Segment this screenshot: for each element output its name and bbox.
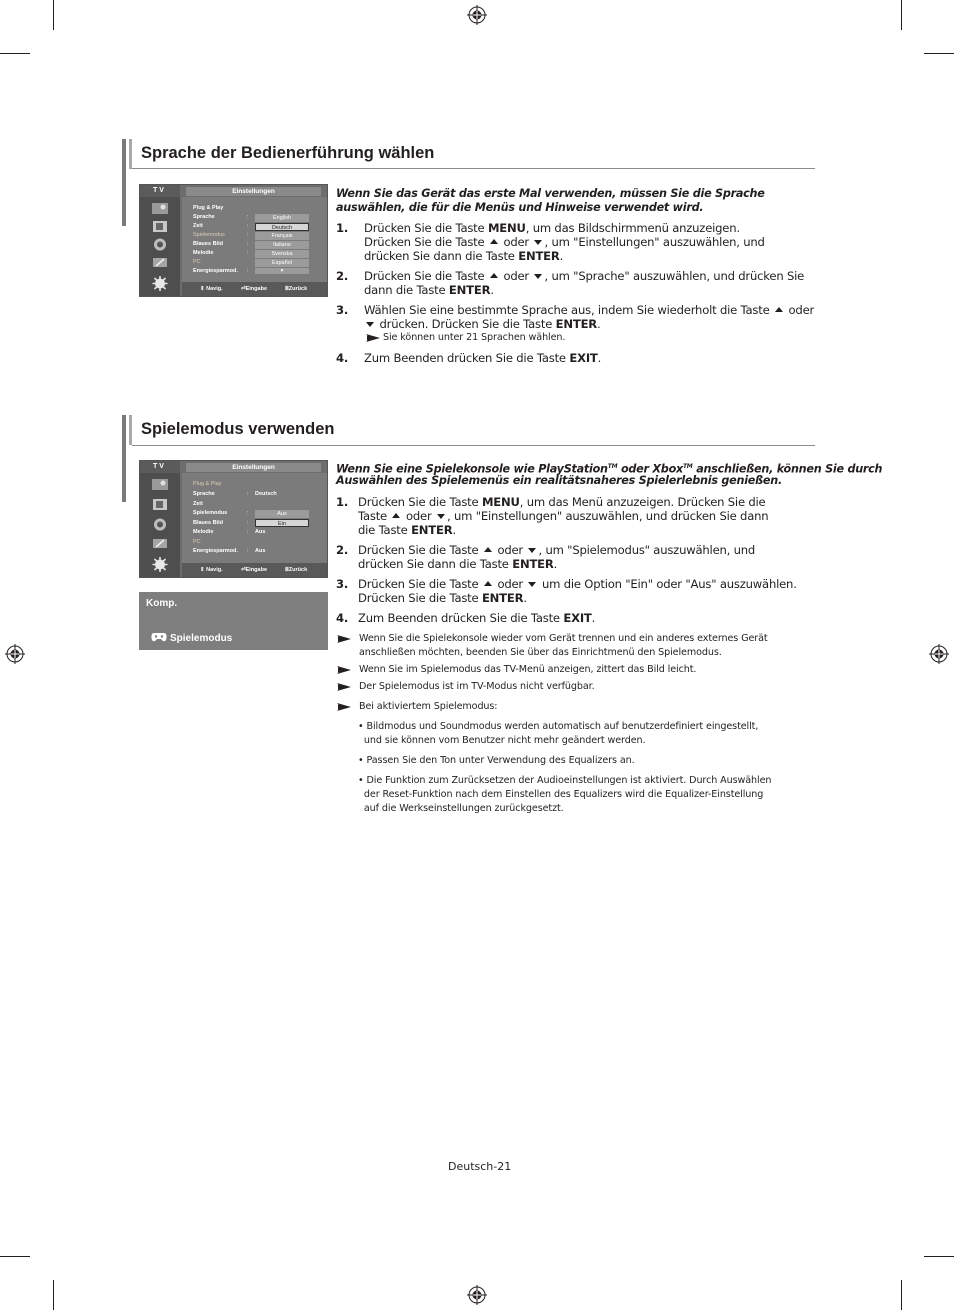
- osd-option: English: [255, 214, 309, 222]
- osd-item: Melodie: [193, 529, 214, 535]
- step-line: drücken. Drücken Sie die Taste ENTER.: [364, 317, 601, 331]
- crop-mark: [901, 1280, 902, 1310]
- section-rule: [132, 168, 815, 169]
- step-number: 1.: [336, 221, 349, 235]
- section-accent-bar: [122, 415, 126, 502]
- section-title: Sprache der Bedienerführung wählen: [141, 144, 435, 162]
- step-number: 4.: [336, 351, 349, 365]
- osd-item: Melodie: [193, 250, 214, 256]
- osd-colon: :: [247, 520, 249, 526]
- osd-item: Energiesparmod.: [193, 268, 238, 274]
- section-intro: Wenn Sie das Gerät das erste Mal verwenden, müssen Sie die Sprache auswählen, die für die Menüs und Hinweise verwendet wird.: [336, 187, 765, 214]
- note-text: Wenn Sie die Spielekonsole wieder vom Gerät trennen und ein anderes externes Gerät anschließen möchten, beenden Sie über das Einrichtmenü den Spielemodus.: [359, 633, 768, 658]
- osd-tv-label: T V: [140, 185, 180, 197]
- arrow-down-icon: [528, 582, 536, 587]
- picture-icon: [151, 201, 169, 216]
- osd-footer: [182, 563, 327, 577]
- osd-colon: :: [247, 510, 249, 516]
- settings-gear-icon: [151, 557, 169, 572]
- osd-enter-hint: ⏎Eingabe: [241, 286, 268, 292]
- osd-colon: :: [247, 232, 249, 238]
- key-name: MENU: [481, 495, 520, 509]
- step-number: 4.: [336, 611, 349, 625]
- arrow-up-icon: [490, 273, 498, 278]
- komp-mode: Spielemodus: [170, 633, 233, 644]
- step-line: drücken Sie dann die Taste ENTER.: [364, 249, 564, 263]
- intro-text: Wenn Sie eine Spielekonsole wie PlayStation: [336, 462, 608, 476]
- key-name: EXIT: [569, 351, 598, 365]
- section-intro: Auswählen des Spielemenüs ein realitätsnaheres Spielerlebnis genießen.: [336, 474, 782, 487]
- input-icon: [151, 536, 169, 551]
- osd-colon: :: [247, 223, 249, 229]
- trademark: TM: [607, 463, 618, 470]
- section-accent-bar: [129, 415, 132, 445]
- step-line: Drücken Sie die Taste ENTER.: [358, 591, 527, 605]
- page-number: Deutsch-21: [448, 1160, 512, 1173]
- osd-option: Aus: [255, 510, 309, 518]
- picture-icon: [151, 477, 169, 492]
- arrow-down-icon: [437, 514, 445, 519]
- crop-mark: [924, 53, 954, 54]
- registration-mark-icon: [467, 5, 487, 25]
- registration-mark-icon: [5, 644, 25, 664]
- osd-colon: :: [247, 491, 249, 497]
- osd-back-hint: ⅢZurück: [285, 286, 308, 292]
- step-note: Sie können unter 21 Sprachen wählen.: [383, 332, 566, 343]
- osd-colon: :: [247, 214, 249, 220]
- step-line: Drücken Sie die Taste MENU, um das Bildschirmmenü anzuzeigen.: [364, 221, 740, 235]
- game-mode-indicator: [139, 592, 328, 650]
- step-line: Taste oder , um "Einstellungen" auszuwählen, und drücken Sie dann: [358, 509, 769, 523]
- step-text: [364, 351, 601, 365]
- key-name: ENTER: [555, 317, 598, 331]
- osd-option: Español: [255, 259, 309, 267]
- note-arrow-icon: [337, 635, 351, 643]
- osd-item: Energiesparmod.: [193, 548, 238, 554]
- arrow-down-icon: [528, 548, 536, 553]
- bullet-item: • Bildmodus und Soundmodus werden automatisch auf benutzerdefiniert eingestellt, und sie können vom Benutzer nicht mehr geändert werden.: [358, 721, 759, 746]
- osd-item: PC: [193, 259, 201, 265]
- key-name: EXIT: [563, 611, 592, 625]
- arrow-up-icon: [392, 513, 400, 518]
- osd-item: Plug & Play: [193, 481, 222, 487]
- crop-mark: [0, 1256, 30, 1257]
- step-text: [358, 495, 768, 537]
- channel-icon: [151, 237, 169, 252]
- crop-mark: [0, 53, 30, 54]
- osd-nav-hint: ⇕ Navig.: [200, 567, 223, 573]
- osd-option-selected: Ein: [255, 519, 309, 527]
- osd-value: Aus: [255, 529, 266, 535]
- osd-item: Spielemodus: [193, 510, 228, 516]
- step-text: [364, 303, 814, 331]
- sound-icon: [151, 219, 169, 234]
- osd-tab-settings: Einstellungen: [186, 187, 321, 196]
- osd-item: Blaues Bild: [193, 520, 223, 526]
- registration-mark-icon: [467, 1285, 487, 1305]
- crop-mark: [53, 1280, 54, 1310]
- note-arrow-icon: [337, 703, 351, 711]
- crop-mark: [924, 1256, 954, 1257]
- bullet-item: • Die Funktion zum Zurücksetzen der Audioeinstellungen ist aktiviert. Durch Auswählen der Reset-Funktion nach dem Einstellen des Equalizers wird die Equalizer-Einstellung auf die Werkseinstellungen zurückgesetzt.: [358, 775, 772, 814]
- step-text: [364, 221, 765, 263]
- key-name: ENTER: [411, 523, 453, 537]
- note-text: Der Spielemodus ist im TV-Modus nicht verfügbar.: [359, 681, 595, 692]
- osd-item: Zeit: [193, 223, 203, 229]
- osd-option: Italiano: [255, 241, 309, 249]
- osd-item: Blaues Bild: [193, 241, 223, 247]
- osd-tv-label: T V: [140, 461, 180, 473]
- key-name: ENTER: [448, 283, 491, 297]
- section-accent-bar: [122, 139, 126, 226]
- note-arrow-icon: [366, 334, 380, 342]
- step-number: 3.: [336, 303, 349, 317]
- step-line: Zum Beenden drücken Sie die Taste EXIT.: [364, 351, 602, 365]
- osd-menu-game-mode: [139, 460, 328, 578]
- crop-mark: [901, 0, 902, 30]
- osd-option: Français: [255, 232, 309, 240]
- step-line: Zum Beenden drücken Sie die Taste EXIT.: [358, 611, 596, 625]
- bullet-item: • Passen Sie den Ton unter Verwendung des Equalizers an.: [358, 755, 635, 766]
- osd-footer: [182, 282, 327, 296]
- arrow-down-icon: [534, 240, 542, 245]
- step-line: drücken Sie dann die Taste ENTER.: [358, 557, 558, 571]
- komp-label: Komp.: [146, 598, 178, 609]
- step-text: [358, 611, 595, 625]
- osd-item: Plug & Play: [193, 205, 224, 211]
- sound-icon: [151, 497, 169, 512]
- step-number: 2.: [336, 269, 349, 283]
- step-number: 2.: [336, 543, 349, 557]
- section-rule: [132, 445, 815, 446]
- osd-back-hint: ⅢZurück: [285, 567, 308, 573]
- osd-item: Sprache: [193, 491, 215, 497]
- note-arrow-icon: [337, 666, 351, 674]
- osd-colon: :: [247, 529, 249, 535]
- osd-option: Svenska: [255, 250, 309, 258]
- osd-option-selected: Deutsch: [255, 223, 309, 231]
- settings-gear-icon: [151, 276, 169, 291]
- arrow-down-icon: [366, 322, 374, 327]
- arrow-down-icon: [534, 274, 542, 279]
- osd-scroll-down-icon: ▾: [255, 268, 309, 274]
- step-line: Drücken Sie die Taste oder um die Option "Ein" oder "Aus" auszuwählen.: [358, 577, 797, 591]
- step-line: dann die Taste ENTER.: [364, 283, 494, 297]
- key-name: ENTER: [512, 557, 554, 571]
- osd-colon: :: [247, 241, 249, 247]
- step-text: [358, 577, 797, 605]
- osd-item: Zeit: [193, 501, 203, 507]
- arrow-up-icon: [490, 239, 498, 244]
- arrow-up-icon: [775, 307, 783, 312]
- crop-mark: [53, 0, 54, 30]
- intro-text: oder Xbox: [617, 462, 683, 476]
- key-name: MENU: [487, 221, 526, 235]
- channel-icon: [151, 517, 169, 532]
- note-arrow-icon: [337, 683, 351, 691]
- key-name: ENTER: [481, 591, 524, 605]
- osd-tab-settings: Einstellungen: [186, 463, 321, 472]
- step-line: Drücken Sie die Taste oder , um "Spielemodus" auszuwählen, und: [358, 543, 756, 557]
- step-line: Drücken Sie die Taste oder , um "Sprache" auszuwählen, und drücken Sie: [364, 269, 805, 283]
- osd-item: Spielemodus: [193, 232, 225, 238]
- osd-colon: :: [247, 548, 249, 554]
- step-number: 3.: [336, 577, 349, 591]
- step-text: [364, 269, 804, 297]
- osd-item: PC: [193, 539, 201, 545]
- note-text: Wenn Sie im Spielemodus das TV-Menü anzeigen, zittert das Bild leicht.: [359, 664, 697, 675]
- trademark: TM: [682, 463, 693, 470]
- step-line: Wählen Sie eine bestimmte Sprache aus, indem Sie wiederholt die Taste oder: [364, 303, 815, 317]
- osd-enter-hint: ⏎Eingabe: [241, 567, 268, 573]
- step-number: 1.: [336, 495, 349, 509]
- osd-colon: :: [247, 250, 249, 256]
- arrow-up-icon: [484, 547, 492, 552]
- section-title: Spielemodus verwenden: [141, 420, 335, 438]
- registration-mark-icon: [929, 644, 949, 664]
- gamepad-icon: [151, 632, 167, 642]
- input-icon: [151, 255, 169, 270]
- osd-item: Sprache: [193, 214, 215, 220]
- intro-text: anschließen, können Sie durch: [692, 462, 883, 476]
- key-name: ENTER: [518, 249, 560, 263]
- osd-colon: :: [247, 268, 249, 274]
- step-line: Drücken Sie die Taste MENU, um das Menü anzuzeigen. Drücken Sie die: [358, 495, 766, 509]
- step-text: [358, 543, 755, 571]
- step-line: die Taste ENTER.: [358, 523, 456, 537]
- osd-value: Aus: [255, 548, 266, 554]
- osd-menu-language: [139, 184, 328, 297]
- section-accent-bar: [129, 139, 132, 169]
- arrow-up-icon: [484, 581, 492, 586]
- step-line: Drücken Sie die Taste oder , um "Einstellungen" auszuwählen, und: [364, 235, 765, 249]
- osd-value: Deutsch: [255, 491, 277, 497]
- osd-nav-hint: ⇕ Navig.: [200, 286, 223, 292]
- note-text: Bei aktiviertem Spielemodus:: [359, 701, 498, 712]
